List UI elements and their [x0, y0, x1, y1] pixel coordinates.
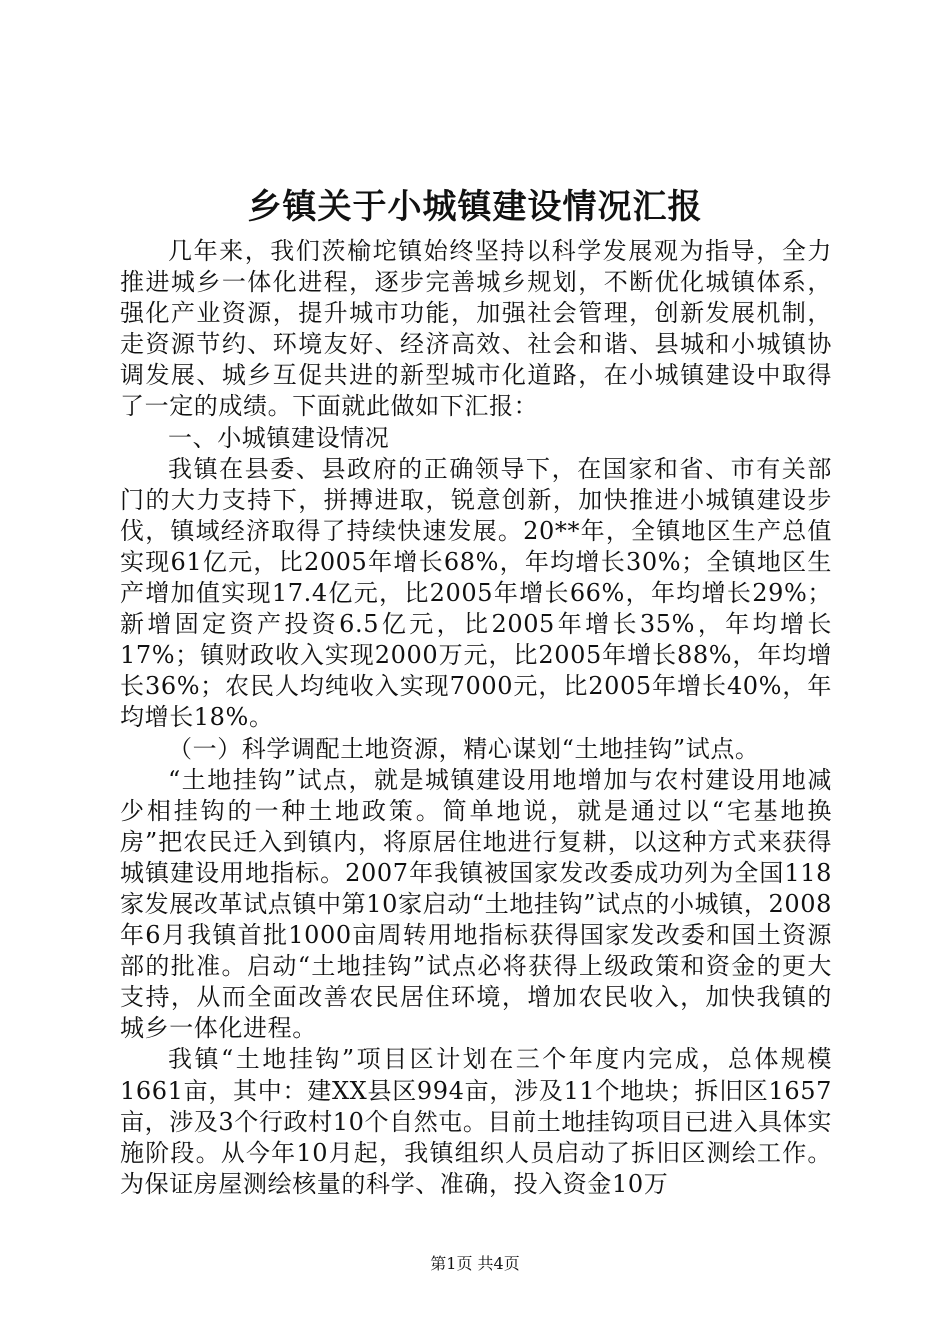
paragraph-overview: 我镇在县委、县政府的正确领导下，在国家和省、市有关部门的大力支持下，拼搏进取，锐意创新，加快推进小城镇建设步伐，镇域经济取得了持续快速发展。20**年，全镇地区生产总值实现61亿元，比2005年增长68%，年均增长30%；全镇地区生产增加值实现17.4亿元，比2005年增长66%，年均增长29%；新增固定资产投资6.5亿元，比2005年增长35%，年均增长17%；镇财政收入实现2000万元，比2005年增长88%，年均增长36%；农民人均纯收入实现7000元，比2005年增长40%，年均增长18%。	[120, 454, 832, 732]
paragraph-land-policy: “土地挂钩”试点，就是城镇建设用地增加与农村建设用地减少相挂钩的一种土地政策。简单地说，就是通过以“宅基地换房”把农民迁入到镇内，将原居住地进行复耕，以这种方式来获得城镇建设用地指标。2007年我镇被国家发改委成功列为全国118家发展改革试点镇中第10家启动“土地挂钩”试点的小城镇，2008年6月我镇首批1000亩周转用地指标获得国家发改委和国土资源部的批准。启动“土地挂钩”试点必将获得上级政策和资金的更大支持，从而全面改善农民居住环境，增加农民收入，加快我镇的城乡一体化进程。	[120, 765, 832, 1043]
page-footer: 第1页 共4页	[430, 1254, 520, 1273]
document-title: 乡镇关于小城镇建设情况汇报	[247, 187, 703, 227]
subsection-heading-1: （一）科学调配土地资源，精心谋划“土地挂钩”试点。	[168, 734, 760, 763]
paragraph-project-area: 我镇“土地挂钩”项目区计划在三个年度内完成，总体规模1661亩，其中：建XX县区994亩，涉及11个地块；拆旧区1657亩，涉及3个行政村10个自然屯。目前土地挂钩项目已进入具体实施阶段。从今年10月起，我镇组织人员启动了拆旧区测绘工作。为保证房屋测绘核量的科学、准确，投入资金10万	[120, 1045, 832, 1198]
section-heading-1: 一、小城镇建设情况	[168, 423, 390, 452]
paragraph-intro: 几年来，我们茨榆坨镇始终坚持以科学发展观为指导，全力推进城乡一体化进程，逐步完善城乡规划，不断优化城镇体系，强化产业资源，提升城市功能，加强社会管理，创新发展机制，走资源节约、环境友好、经济高效、社会和谐、县城和小城镇协调发展、城乡互促共进的新型城市化道路，在小城镇建设中取得了一定的成绩。下面就此做如下汇报：	[120, 237, 832, 421]
document-body	[120, 236, 832, 1200]
